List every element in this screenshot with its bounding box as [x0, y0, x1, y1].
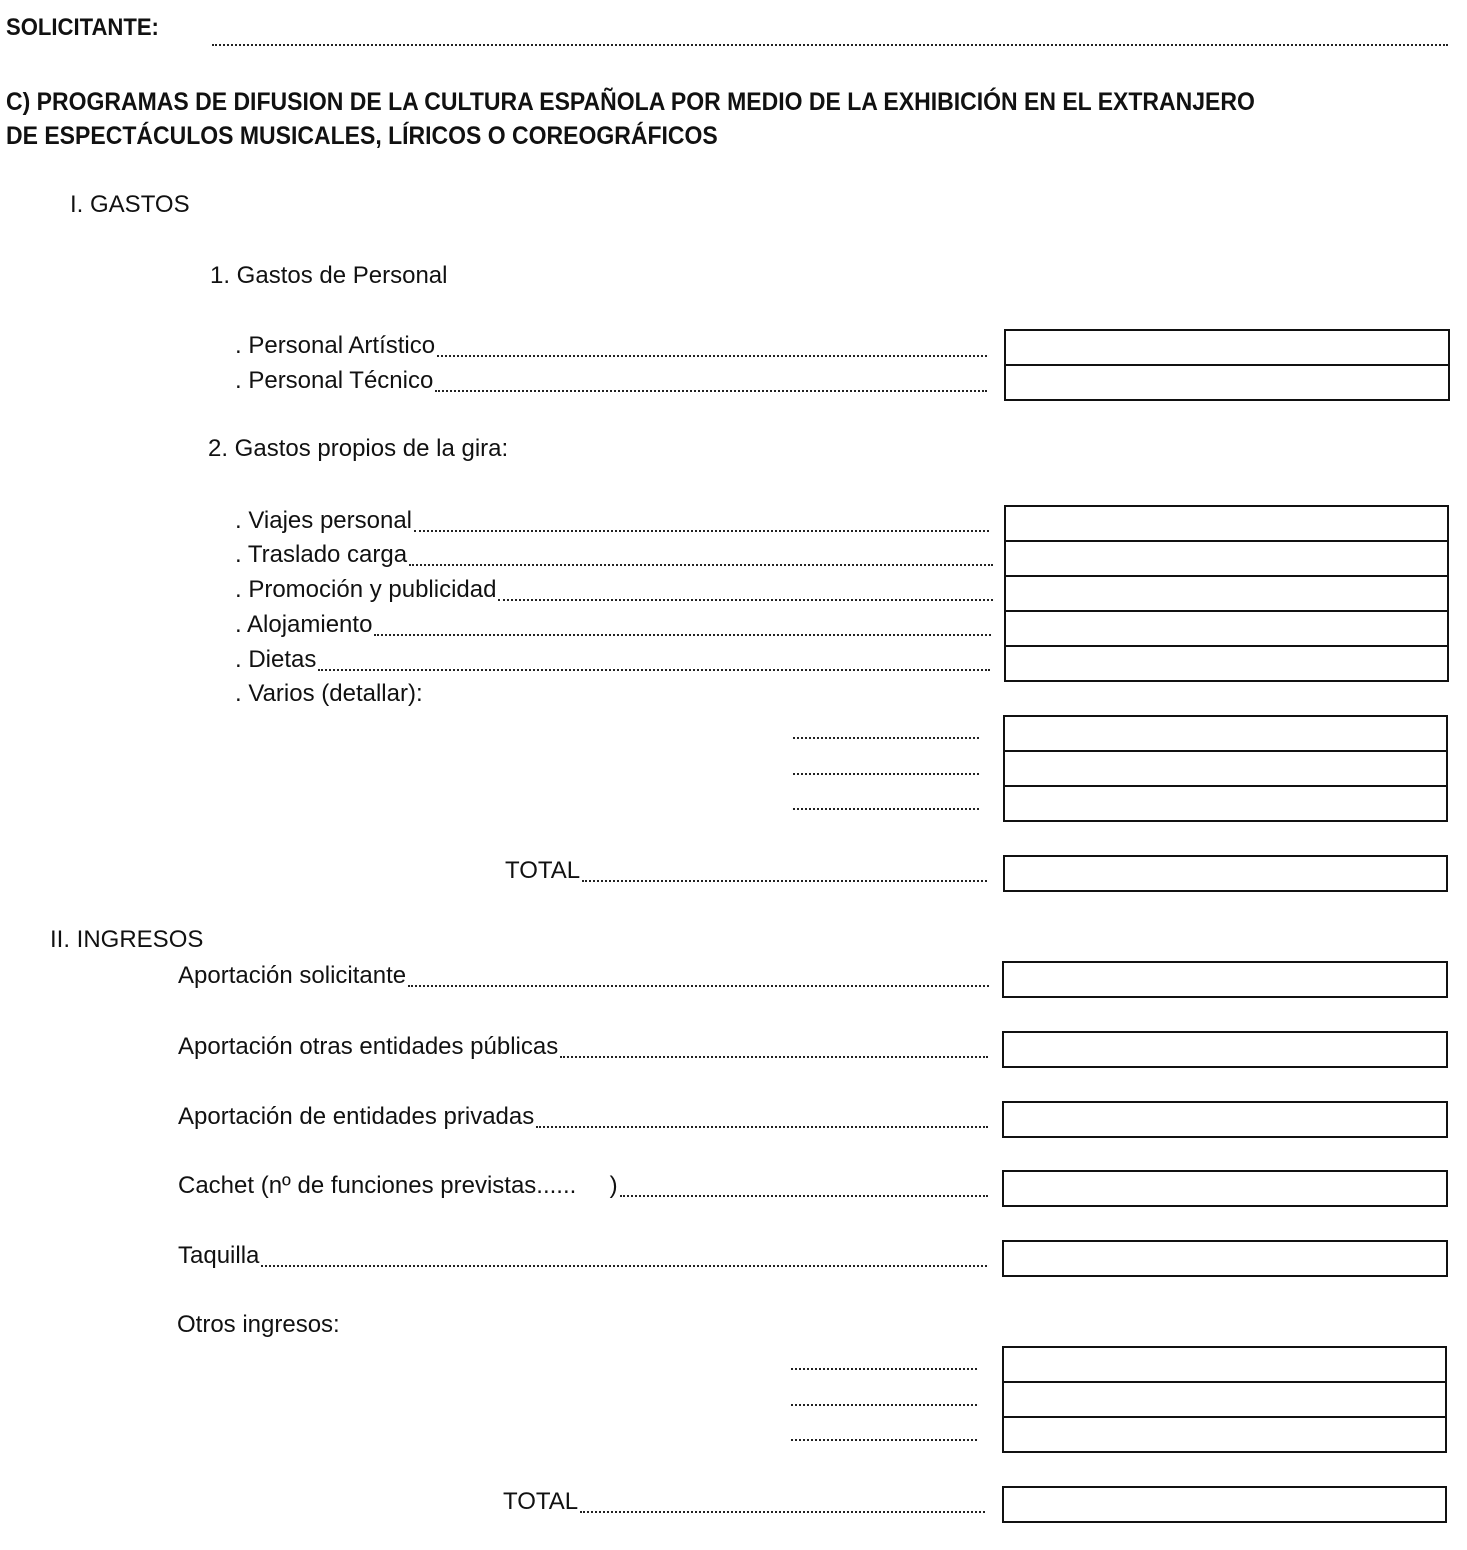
dietas-label: . Dietas — [235, 646, 317, 673]
gastos-total-row — [505, 857, 987, 885]
leader-dots — [536, 1126, 988, 1128]
personal-artistico-row — [235, 332, 987, 360]
gastos-personal-heading: 1. Gastos de Personal — [210, 262, 448, 289]
leader-dots — [414, 530, 989, 532]
alojamiento-row — [235, 611, 991, 639]
otros-detail-3[interactable] — [791, 1439, 977, 1441]
alojamiento-amount[interactable] — [1004, 610, 1449, 647]
section-title-line-2: DE ESPECTÁCULOS MUSICALES, LÍRICOS O COREOGRÁFICOS — [6, 122, 718, 150]
gastos-gira-heading: 2. Gastos propios de la gira: — [208, 435, 509, 462]
solicitante-label: SOLICITANTE: — [6, 14, 159, 41]
otros-amount-3[interactable] — [1002, 1416, 1447, 1453]
personal-tecnico-row — [235, 367, 987, 395]
promocion-publicidad-label: . Promoción y publicidad — [235, 576, 497, 603]
traslado-carga-amount[interactable] — [1004, 540, 1449, 577]
leader-dots — [318, 669, 990, 671]
personal-artistico-amount[interactable] — [1004, 329, 1450, 366]
personal-tecnico-amount[interactable] — [1004, 364, 1450, 401]
varios-label: . Varios (detallar): — [235, 680, 423, 707]
cachet-row — [178, 1172, 988, 1200]
otros-ingresos-label: Otros ingresos: — [177, 1311, 340, 1338]
leader-dots — [560, 1056, 988, 1058]
aportacion-publicas-row — [178, 1033, 988, 1061]
taquilla-row — [178, 1242, 987, 1270]
ingresos-total-row — [503, 1488, 985, 1516]
dietas-row — [235, 646, 990, 674]
varios-amount-2[interactable] — [1003, 750, 1448, 787]
dietas-amount[interactable] — [1004, 645, 1449, 682]
personal-tecnico-label: . Personal Técnico — [235, 367, 434, 394]
aportacion-publicas-amount[interactable] — [1002, 1031, 1448, 1068]
traslado-carga-row — [235, 541, 993, 569]
viajes-personal-label: . Viajes personal — [235, 507, 412, 534]
otros-detail-1[interactable] — [791, 1368, 977, 1370]
taquilla-label: Taquilla — [178, 1242, 260, 1269]
varios-detail-2[interactable] — [793, 773, 979, 775]
varios-detail-3[interactable] — [793, 808, 979, 810]
leader-dots — [409, 564, 993, 566]
gastos-total-amount[interactable] — [1003, 855, 1448, 892]
aportacion-publicas-label: Aportación otras entidades públicas — [178, 1033, 559, 1060]
section-title-line-1: C) PROGRAMAS DE DIFUSION DE LA CULTURA ESPAÑOLA POR MEDIO DE LA EXHIBICIÓN EN EL EXTRANJERO — [6, 88, 1255, 116]
gastos-total-label: TOTAL — [505, 857, 581, 884]
aportacion-privadas-label: Aportación de entidades privadas — [178, 1103, 535, 1130]
otros-detail-2[interactable] — [791, 1404, 977, 1406]
aportacion-privadas-row — [178, 1103, 988, 1131]
varios-amount-3[interactable] — [1003, 785, 1448, 822]
gastos-heading: I. GASTOS — [70, 191, 190, 218]
cachet-amount[interactable] — [1002, 1170, 1448, 1207]
taquilla-amount[interactable] — [1002, 1240, 1448, 1277]
leader-dots — [374, 634, 991, 636]
aportacion-solicitante-amount[interactable] — [1002, 961, 1448, 998]
traslado-carga-label: . Traslado carga — [235, 541, 408, 568]
ingresos-heading: II. INGRESOS — [50, 926, 204, 953]
leader-dots — [261, 1265, 987, 1267]
aportacion-solicitante-label: Aportación solicitante — [178, 962, 407, 989]
varios-detail-1[interactable] — [793, 737, 979, 739]
leader-dots — [435, 390, 987, 392]
cachet-label: Cachet (nº de funciones previstas...... ) — [178, 1172, 618, 1199]
aportacion-privadas-amount[interactable] — [1002, 1101, 1448, 1138]
personal-artistico-label: . Personal Artístico — [235, 332, 436, 359]
viajes-personal-amount[interactable] — [1004, 505, 1449, 542]
leader-dots — [580, 1511, 985, 1513]
ingresos-total-amount[interactable] — [1002, 1486, 1447, 1523]
solicitante-field[interactable] — [212, 44, 1448, 46]
leader-dots — [582, 880, 987, 882]
otros-amount-1[interactable] — [1002, 1346, 1447, 1383]
leader-dots — [498, 599, 993, 601]
alojamiento-label: . Alojamiento — [235, 611, 373, 638]
leader-dots — [437, 355, 987, 357]
viajes-personal-row — [235, 507, 989, 535]
promocion-publicidad-amount[interactable] — [1004, 575, 1449, 612]
leader-dots — [620, 1195, 988, 1197]
ingresos-total-label: TOTAL — [503, 1488, 579, 1515]
otros-amount-2[interactable] — [1002, 1381, 1447, 1418]
leader-dots — [408, 985, 989, 987]
aportacion-solicitante-row — [178, 962, 989, 990]
varios-amount-1[interactable] — [1003, 715, 1448, 752]
promocion-publicidad-row — [235, 576, 993, 604]
